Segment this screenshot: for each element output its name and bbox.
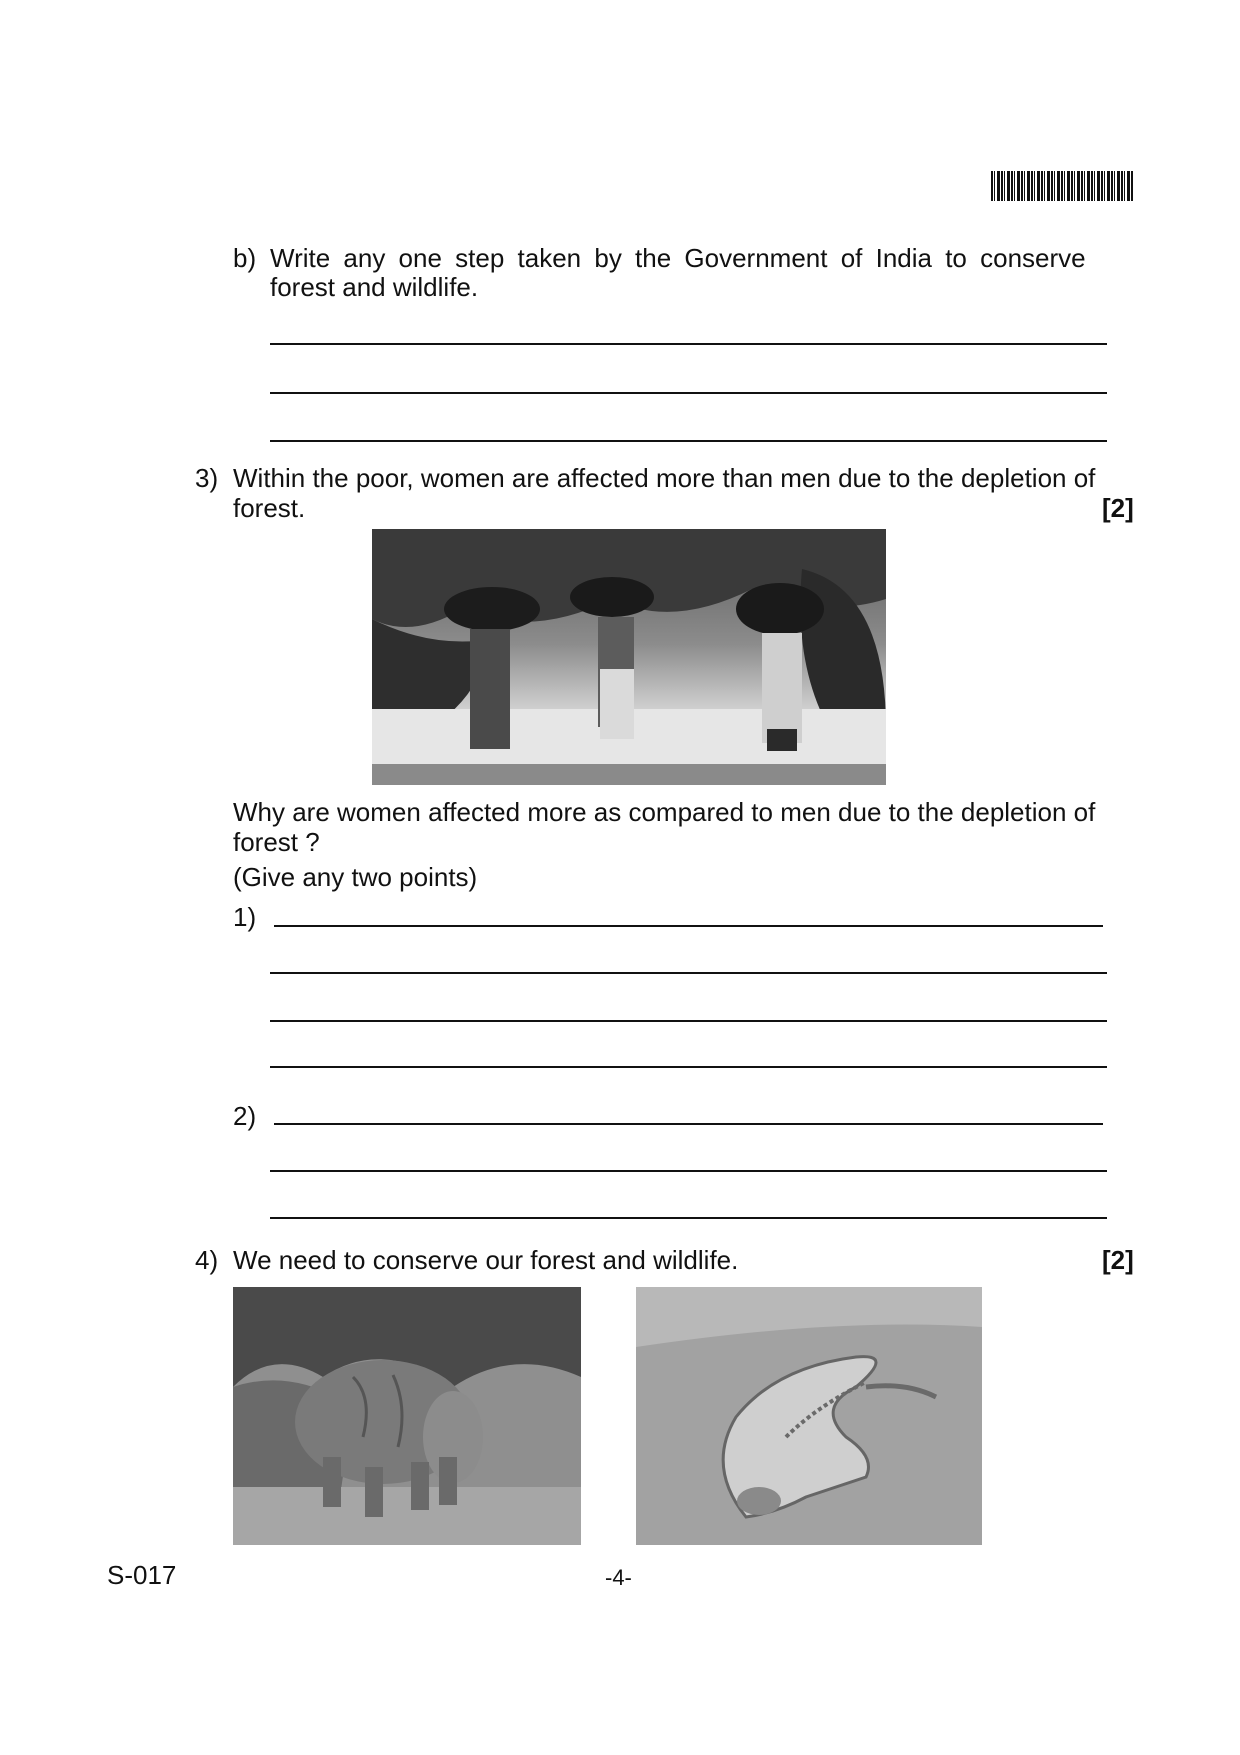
answer-line[interactable] [270,440,1107,442]
women-carrying-firewood-photo [372,529,886,785]
q3-hint: (Give any two points) [233,862,478,892]
answer-line[interactable] [274,925,1103,927]
answer-line[interactable] [270,392,1107,394]
rhinoceros-photo [233,1287,581,1545]
q3-point2-label: 2) [233,1101,257,1131]
answer-line[interactable] [274,1123,1103,1125]
q3-ask-line1: Why are women affected more as compared to men due to the depletion of [233,797,1096,827]
q4-text: We need to conserve our forest and wildlife. [233,1245,739,1275]
answer-line[interactable] [270,1217,1107,1219]
q3-text-line1: Within the poor, women are affected more than men due to the depletion of [233,463,1096,493]
crocodile-photo [636,1287,982,1545]
q2b-text-line2: forest and wildlife. [270,272,479,302]
q3-point1-label: 1) [233,902,257,932]
answer-line[interactable] [270,1020,1107,1022]
q3-text-line2: forest. [233,493,306,523]
q3-number: 3) [195,463,219,493]
answer-line[interactable] [270,972,1107,974]
page-number: -4- [605,1565,632,1590]
q2b-text-line1: Write any one step taken by the Government of India to conserve [270,243,1086,273]
paper-code: S-017 [107,1560,177,1590]
answer-line[interactable] [270,1170,1107,1172]
q2b-label: b) [233,243,257,273]
answer-line[interactable] [270,1066,1107,1068]
q4-number: 4) [195,1245,219,1275]
barcode [991,171,1134,201]
q4-marks: [2] [1102,1245,1134,1275]
q3-ask-line2: forest ? [233,827,320,857]
answer-line[interactable] [270,343,1107,345]
q3-marks: [2] [1102,493,1134,523]
